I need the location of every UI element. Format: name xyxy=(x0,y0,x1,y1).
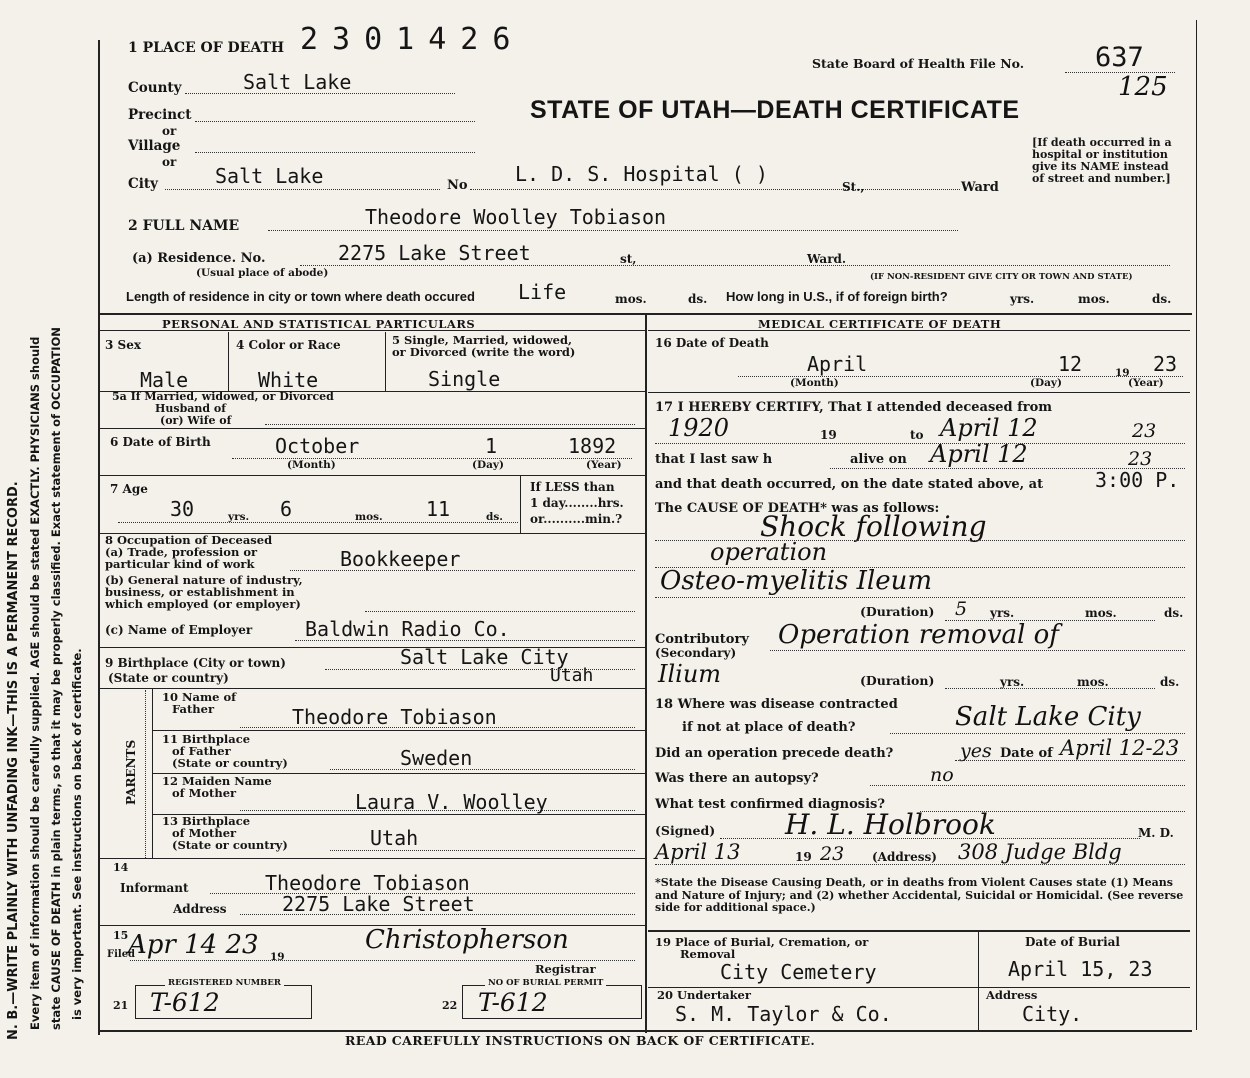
registrar-signature: Christopherson xyxy=(365,925,569,955)
burial-permit-label: NO OF BURIAL PERMIT xyxy=(485,978,606,988)
file-number-extra: 125 xyxy=(1118,72,1168,102)
age-ds-label: ds. xyxy=(486,511,503,523)
personal-heading: PERSONAL AND STATISTICAL PARTICULARS xyxy=(162,317,476,331)
duration-mos-2: mos. xyxy=(1077,675,1109,689)
file-number-label: State Board of Health File No. xyxy=(812,56,1025,71)
dob-month-caption: (Month) xyxy=(287,459,336,471)
mother-label-2: of Mother xyxy=(172,786,237,800)
undertaker-address-value: City. xyxy=(1022,1002,1083,1026)
length-residence-label: Length of residence in city or town where death occured xyxy=(126,289,475,304)
informant-label: Informant xyxy=(120,881,189,895)
birthplace-label-1: 9 Birthplace (City or town) xyxy=(105,656,286,670)
marital-label-2: or Divorced (write the word) xyxy=(392,345,576,359)
operation-date: April 12-23 xyxy=(1060,736,1180,760)
attended-from: 1920 xyxy=(668,414,730,442)
dob-year-caption: (Year) xyxy=(586,459,622,471)
mother-birthplace-label-3: (State or country) xyxy=(172,838,288,852)
dob-day: 1 xyxy=(485,434,498,458)
filed-label: Filed xyxy=(107,949,136,960)
death-year-caption: (Year) xyxy=(1128,377,1164,389)
foreign-mos-label: mos. xyxy=(1078,292,1110,306)
sidebar-line3: state CAUSE OF DEATH in plain terms, so that it may be properly classified. Exact statement of OCCUPATION xyxy=(49,327,63,1030)
employer-value: Baldwin Radio Co. xyxy=(305,617,510,641)
where-contracted-label-1: 18 Where was disease contracted xyxy=(655,697,898,712)
foreign-yrs-label: yrs. xyxy=(1010,292,1035,306)
attended-to: April 12 xyxy=(940,414,1038,442)
birthplace-city: Salt Lake City xyxy=(400,645,569,669)
occupation-label-2: (a) Trade, profession or xyxy=(105,545,258,559)
age-mos-label: mos. xyxy=(355,511,383,523)
last-saw-year: 23 xyxy=(1128,448,1153,470)
death-day-caption: (Day) xyxy=(1030,377,1062,389)
operation-value: yes xyxy=(960,740,992,762)
duration-ds-2: ds. xyxy=(1160,675,1180,689)
mother-birthplace-value: Utah xyxy=(370,826,419,850)
dob-label: 6 Date of Birth xyxy=(110,435,211,449)
certify-label: 17 I HEREBY CERTIFY, That I attended deceased from xyxy=(655,400,1053,415)
informant-number: 14 xyxy=(113,861,129,874)
residence-st-label: st, xyxy=(620,252,637,266)
footer-instruction: READ CAREFULLY INSTRUCTIONS ON BACK OF CERTIFICATE. xyxy=(345,1033,816,1048)
full-name-label: 2 FULL NAME xyxy=(128,218,240,234)
signed-label: (Signed) xyxy=(655,823,716,838)
color-value: White xyxy=(258,368,319,392)
duration-label-2: (Duration) xyxy=(860,673,935,688)
mother-value: Laura V. Woolley xyxy=(355,790,548,814)
physician-address: 308 Judge Bldg xyxy=(958,840,1122,864)
duration-label-1: (Duration) xyxy=(860,604,935,619)
occupation-label-1: 8 Occupation of Deceased xyxy=(105,533,273,547)
physician-signature: H. L. Holbrook xyxy=(785,808,996,841)
registered-number: T-612 xyxy=(150,988,220,1017)
death-year: 23 xyxy=(1153,352,1178,376)
cause-line-3: Osteo-myelitis Ileum xyxy=(660,566,933,596)
contributory-line-2: Ilium xyxy=(658,660,722,688)
marital-label-1: 5 Single, Married, widowed, xyxy=(392,333,573,347)
ward-label: Ward xyxy=(961,180,999,195)
age-days: 11 xyxy=(426,497,451,521)
signed-date: April 13 xyxy=(655,840,741,864)
autopsy-label: Was there an autopsy? xyxy=(655,771,819,786)
duration-yrs-2: yrs. xyxy=(1000,675,1025,689)
undertaker-address-label: Address xyxy=(986,988,1038,1002)
death-day: 12 xyxy=(1058,352,1083,376)
county-value: Salt Lake xyxy=(243,70,352,94)
secondary-label: (Secondary) xyxy=(655,646,737,660)
birthplace-label-2: (State or country) xyxy=(108,671,229,685)
death-19: 19 xyxy=(1115,367,1130,379)
alive-on-label: alive on xyxy=(850,452,907,467)
burial-date-label: Date of Burial xyxy=(1025,935,1120,949)
informant-name: Theodore Tobiason xyxy=(265,871,470,895)
cause-label: The CAUSE OF DEATH* was as follows: xyxy=(655,501,940,516)
cause-line-1: Shock following xyxy=(760,510,987,543)
sidebar-line4: is very important. See instructions on back of certificate. xyxy=(70,648,84,1020)
death-time: 3:00 P. xyxy=(1095,468,1180,492)
informant-address: 2275 Lake Street xyxy=(282,892,475,916)
parents-side-label: PARENTS xyxy=(124,739,138,805)
spouse-label-2: Husband of xyxy=(155,402,226,415)
burial-date-value: April 15, 23 xyxy=(1008,957,1153,981)
full-name-value: Theodore Woolley Tobiason xyxy=(365,205,667,229)
undertaker-label: 20 Undertaker xyxy=(657,988,751,1002)
death-month-caption: (Month) xyxy=(790,377,839,389)
attended-to-year: 23 xyxy=(1132,420,1157,442)
sidebar-line1: N. B.—WRITE PLAINLY WITH UNFADING INK—THIS IS A PERMANENT RECORD. xyxy=(6,481,21,1040)
burial-place-label-2: Removal xyxy=(680,947,736,961)
father-value: Theodore Tobiason xyxy=(292,705,497,729)
residence-value: 2275 Lake Street xyxy=(338,241,531,265)
hospital-note: [If death occurred in a hospital or institution give its NAME instead of street and number.] xyxy=(1032,136,1172,185)
less-than-min: or..........min.? xyxy=(530,512,623,526)
contributory-line-1: Operation removal of xyxy=(778,620,1059,650)
color-label: 4 Color or Race xyxy=(236,338,341,352)
less-than-label: If LESS than xyxy=(530,480,615,494)
burial-place-label-1: 19 Place of Burial, Cremation, or xyxy=(655,935,869,949)
spouse-label-1: 5a If Married, widowed, or Divorced xyxy=(112,390,334,403)
usual-abode-caption: (Usual place of abode) xyxy=(196,267,329,279)
father-birthplace-label-2: of Father xyxy=(172,744,231,758)
file-number: 637 xyxy=(1095,42,1144,73)
spouse-label-3: (or) Wife of xyxy=(160,414,232,427)
or-label-1: or xyxy=(162,124,177,138)
employer-label: (c) Name of Employer xyxy=(105,623,253,637)
age-years: 30 xyxy=(170,497,195,521)
hospital-value: L. D. S. Hospital ( ) xyxy=(515,162,768,186)
autopsy-value: no xyxy=(930,764,954,786)
father-birthplace-label-3: (State or country) xyxy=(172,756,288,770)
signed-year: 23 xyxy=(820,843,845,865)
where-contracted-value: Salt Lake City xyxy=(955,702,1141,732)
duration-yrs-1: yrs. xyxy=(990,606,1015,620)
box-21-label: 21 xyxy=(113,999,129,1012)
father-birthplace-value: Sweden xyxy=(400,746,473,770)
duration-mos-1: mos. xyxy=(1085,606,1117,620)
dob-day-caption: (Day) xyxy=(472,459,504,471)
st-label: St., xyxy=(842,180,865,194)
industry-label-3: which employed (or employer) xyxy=(105,597,301,611)
industry-label-2: business, or establishment in xyxy=(105,585,295,599)
father-label-2: Father xyxy=(172,702,215,716)
contributory-label: Contributory xyxy=(655,632,749,647)
last-saw-label: that I last saw h xyxy=(655,452,773,467)
city-value: Salt Lake xyxy=(215,164,324,188)
operation-date-label: Date of xyxy=(1000,746,1053,761)
marital-value: Single xyxy=(428,367,501,391)
father-birthplace-label-1: 11 Birthplace xyxy=(162,732,251,746)
age-months: 6 xyxy=(280,497,293,521)
death-occurred-label: and that death occurred, on the date stated above, at xyxy=(655,477,1044,492)
mother-birthplace-label-2: of Mother xyxy=(172,826,237,840)
filed-year-prefix: 19 xyxy=(270,951,285,963)
non-resident-caption: (IF NON-RESIDENT GIVE CITY OR TOWN AND STATE) xyxy=(870,272,1133,282)
date-of-death-label: 16 Date of Death xyxy=(655,336,769,350)
undertaker-value: S. M. Taylor & Co. xyxy=(675,1002,892,1026)
less-than-hrs: 1 day........hrs. xyxy=(530,496,624,510)
residence-label: (a) Residence. No. xyxy=(132,251,266,266)
last-saw-date: April 12 xyxy=(930,440,1028,468)
signed-19: 19 xyxy=(795,850,812,864)
birthplace-state: Utah xyxy=(550,665,594,686)
county-label: County xyxy=(128,80,182,96)
registered-number-label: REGISTERED NUMBER xyxy=(165,978,284,988)
burial-place-value: City Cemetery xyxy=(720,960,877,984)
precinct-label: Precinct xyxy=(128,107,192,123)
age-label: 7 Age xyxy=(110,482,148,496)
foreign-ds-label: ds. xyxy=(1152,292,1172,306)
stamped-number: 2301426 xyxy=(300,22,525,57)
mother-label-1: 12 Maiden Name xyxy=(162,774,272,788)
father-label-1: 10 Name of xyxy=(162,690,237,704)
sidebar-line2: Every item of information should be carefully supplied. AGE should be stated EXACTLY. PHYSICIANS should xyxy=(28,336,42,1030)
cause-instruction-note: *State the Disease Causing Death, or in deaths from Violent Causes state (1) Means and Nature of Injury; and (2) whether Accidental, Suicidal or Homicidal. (See reverse side for additional space.) xyxy=(655,876,1184,914)
filed-number: 15 xyxy=(113,929,129,942)
sex-value: Male xyxy=(140,368,189,392)
village-label: Village xyxy=(128,138,181,154)
no-label: No xyxy=(447,178,468,193)
cause-line-2: operation xyxy=(710,538,828,566)
attended-to-label: to xyxy=(910,428,924,442)
informant-address-label: Address xyxy=(173,902,227,916)
test-confirmed-label: What test confirmed diagnosis? xyxy=(655,797,885,812)
duration-years-1: 5 xyxy=(955,598,968,620)
attended-from-19: 19 xyxy=(820,428,837,442)
filed-date: Apr 14 23 xyxy=(128,930,259,960)
age-yrs-label: yrs. xyxy=(228,511,250,523)
length-ds-label: ds. xyxy=(688,292,708,306)
place-of-death-label: 1 PLACE OF DEATH xyxy=(128,40,285,56)
sex-label: 3 Sex xyxy=(105,338,141,352)
occupation-label-3: particular kind of work xyxy=(105,557,255,571)
certificate-title: STATE OF UTAH—DEATH CERTIFICATE xyxy=(530,96,1020,124)
mother-birthplace-label-1: 13 Birthplace xyxy=(162,814,251,828)
residence-ward-label: Ward. xyxy=(807,252,847,266)
length-residence-value: Life xyxy=(518,280,567,304)
industry-label-1: (b) General nature of industry, xyxy=(105,573,303,587)
md-label: M. D. xyxy=(1138,826,1174,840)
operation-label: Did an operation precede death? xyxy=(655,746,894,761)
or-label-2: or xyxy=(162,155,177,169)
where-contracted-label-2: if not at place of death? xyxy=(682,720,856,735)
dob-year: 1892 xyxy=(568,434,617,458)
length-mos-label: mos. xyxy=(615,292,647,306)
duration-ds-1: ds. xyxy=(1164,606,1184,620)
city-label: City xyxy=(128,176,158,192)
occupation-value: Bookkeeper xyxy=(340,547,461,571)
physician-address-label: (Address) xyxy=(872,850,937,864)
dob-month: October xyxy=(275,434,360,458)
registrar-label: Registrar xyxy=(535,962,596,976)
foreign-birth-label: How long in U.S., if of foreign birth? xyxy=(726,289,948,304)
death-month: April xyxy=(807,352,868,376)
medical-heading: MEDICAL CERTIFICATE OF DEATH xyxy=(758,317,1002,331)
box-22-label: 22 xyxy=(442,999,458,1012)
burial-permit-number: T-612 xyxy=(478,988,548,1017)
